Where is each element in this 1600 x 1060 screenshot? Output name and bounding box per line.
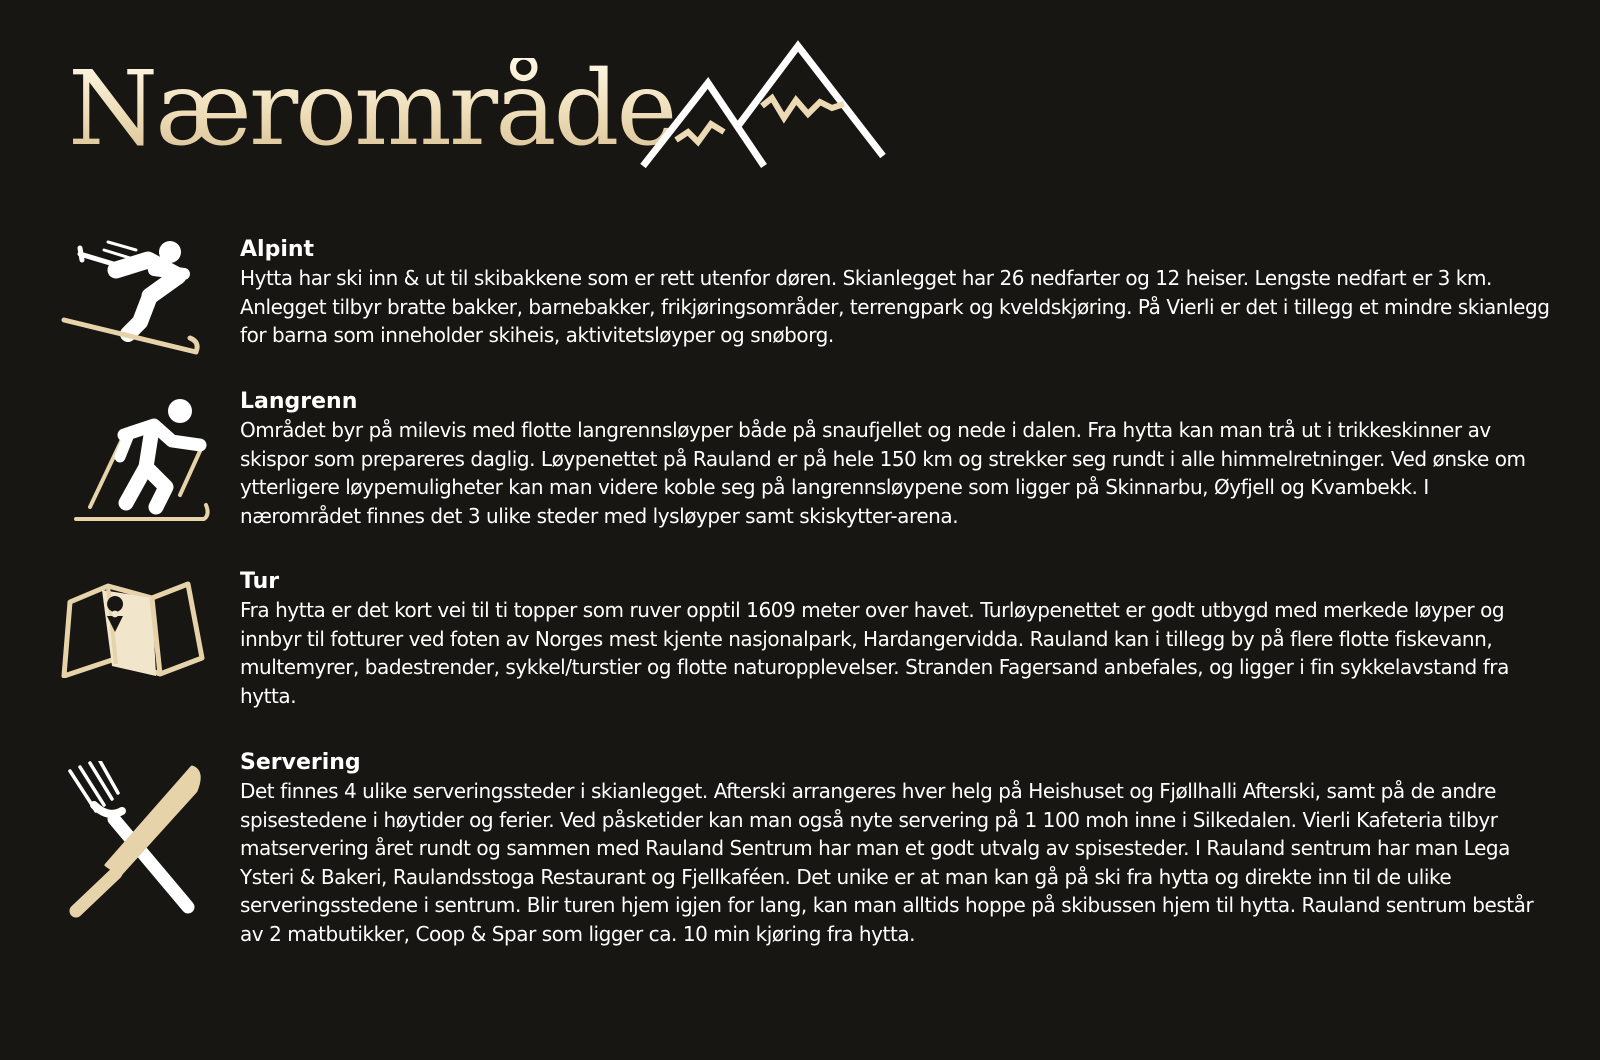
map-pin-icon [60,578,210,678]
fork-knife-icon [58,761,208,931]
mountain-icon [636,38,888,170]
section-body: Hytta har ski inn & ut til skibakkene som er rett utenfor døren. Skianlegget har 26 nedfarter og 12 heiser. Lengste nedfart er 3 km. Anlegget tilbyr bratte bakker, barnebakker, frikjøringsområder, terrengpark og kveldskjøring. På Vierli er det i tillegg et mindre skianlegg for barna som inneholder skiheis, aktivitetsløyper og snøborg. [240,266,1550,348]
cross-country-skier-icon [68,393,218,533]
section-body: Det finnes 4 ulike serveringssteder i skianlegget. Afterski arrangeres hver helg på Heishuset og Fjøllhalli Afterski, samt på de andre spisestedene i høytider og ferier. Ved påsketider kan man også nyte servering på 1 100 moh inne i Silkedalen. Vierli Kafeteria tilbyr matservering året rundt og sammen med Rauland Sentrum har man et godt utvalg av spisesteder. I Rauland sentrum har man Lega Ysteri & Bakeri, Raulandsstoga Restaurant og Fjellkaféen. Det unike er at man kan gå på ski fra hytta og direkte inn til de ulike serveringsstedene i sentrum. Blir turen hjem igjen for lang, kan man alltids hoppe på skibussen hjem til hytta. Rauland sentrum består av 2 matbutikker, Coop & Spar som ligger ca. 10 min kjøring fra hytta. [240,779,1534,946]
page-title: Nærområde [68,49,675,169]
section-body: Området byr på milevis med flotte langrennsløyper både på snaufjellet og nede i dalen. Fra hytta kan man trå ut i trikkeskinner av skispor som prepareres daglig. Løypenettet på Rauland er på hele 150 km og strekker seg rundt i alle himmelretninger. Ved ønske om ytterligere løypemuligheter kan man videre koble seg på langrennsløypene som ligger på Skinnarbu, Øyfjell og Kvambekk. I nærområdet finnes det 3 ulike steder med lysløyper samt skiskytter-arena. [240,418,1526,528]
section-body: Fra hytta er det kort vei til ti topper som ruver opptil 1609 meter over havet. Turløypenettet er godt utbygd med merkede løyper og innbyr til fotturer ved foten av Norges mest kjente nasjonalpark, Hardangervidda. Rauland kan i tillegg by på flere flotte fiskevann, multemyrer, badestrender, sykkel/turstier og flotte naturopplevelser. Stranden Fagersand anbefales, og ligger i fin sykkelavstand fra hytta. [240,598,1509,708]
downhill-skier-icon [58,236,208,356]
section-heading: Alpint [240,237,315,262]
section-text [240,749,1550,949]
section-text [240,388,1550,530]
section-text [240,236,1550,350]
section-heading: Langrenn [240,389,358,414]
section-heading: Servering [240,750,361,775]
section-text [240,568,1550,710]
section-heading: Tur [240,569,280,594]
